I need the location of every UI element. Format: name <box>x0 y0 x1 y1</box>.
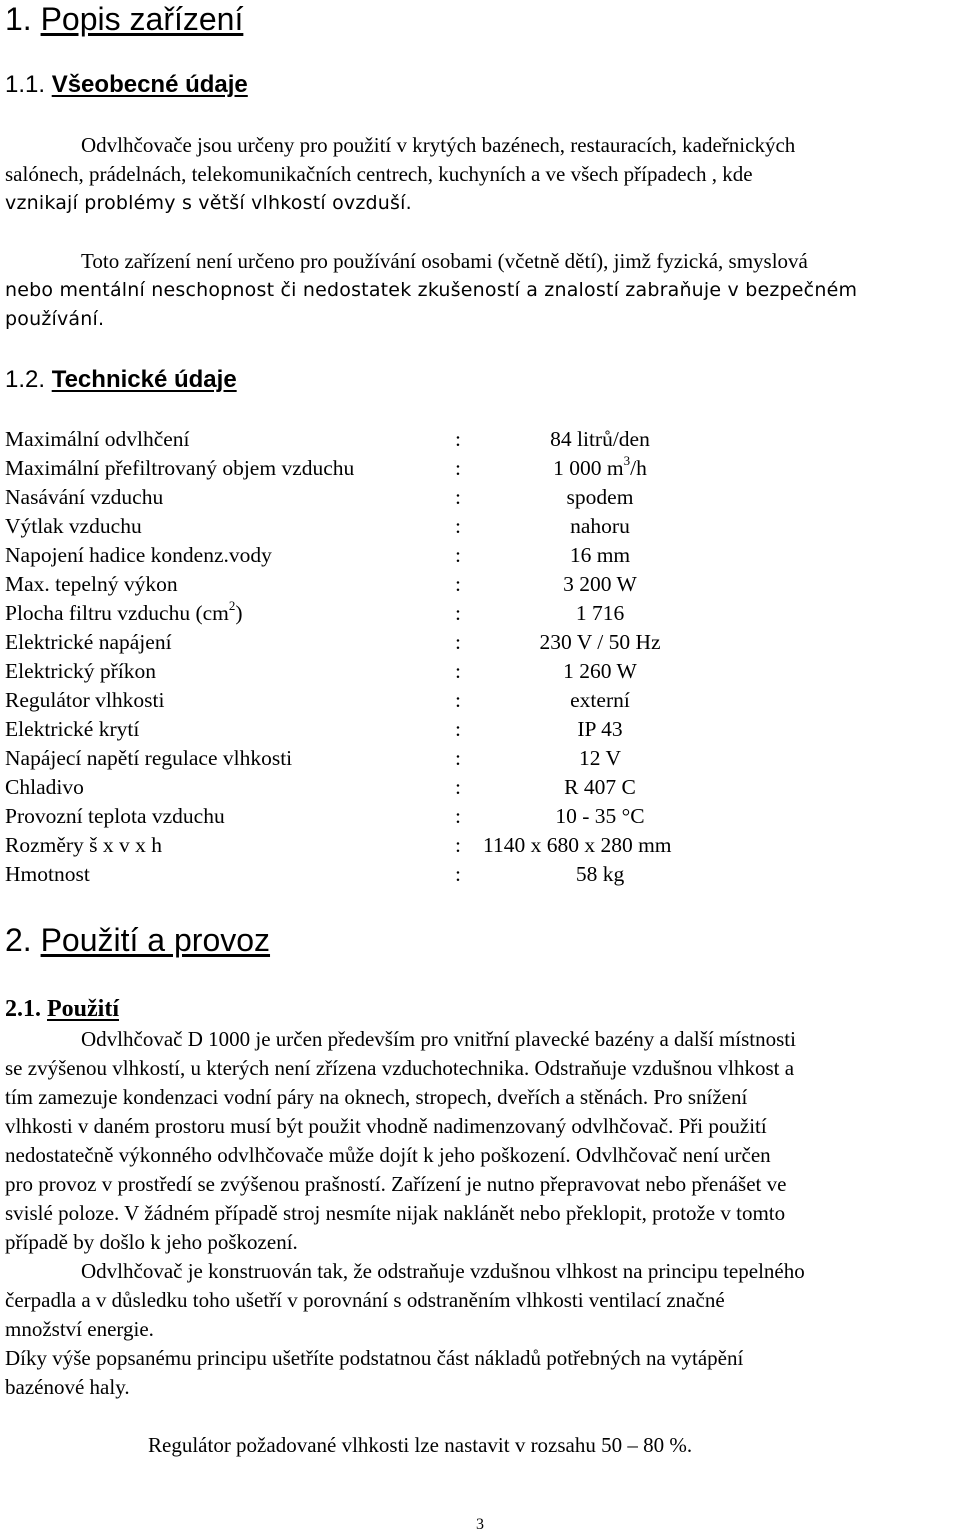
spec-label: Napojení hadice kondenz.vody <box>5 543 272 567</box>
spec-value: 58 kg <box>575 862 625 886</box>
spec-label-main: Plocha filtru vzduchu (cm <box>5 601 229 625</box>
spec-colon: : <box>455 543 461 567</box>
section-2-1-number: 2.1. <box>5 996 41 1022</box>
spec-row <box>5 454 765 483</box>
spec-label: Elektrický příkon <box>5 659 157 683</box>
spec-colon: : <box>455 833 461 857</box>
section-1-2-number: 1.2. <box>5 366 46 393</box>
spec-value: IP 43 <box>577 717 623 741</box>
general-paragraph-1-line: vznikají problémy s větší vlhkostí ovzduší. <box>5 192 412 214</box>
spec-row <box>5 831 765 860</box>
spec-row <box>5 744 765 773</box>
spec-value: 1 260 W <box>563 659 637 683</box>
spec-label-superscript: 2 <box>228 597 236 613</box>
spec-label: Max. tepelný výkon <box>5 572 178 596</box>
general-paragraph-2-line: používání. <box>5 308 105 330</box>
spec-colon: : <box>455 630 461 654</box>
spec-value: 1140 x 680 x 280 mm <box>483 833 672 857</box>
spec-row <box>5 570 765 599</box>
spec-label: Elektrické napájení <box>5 630 172 654</box>
spec-row <box>5 541 765 570</box>
section-2-title: Použití a provoz <box>40 922 271 958</box>
spec-colon: : <box>455 572 461 596</box>
usage-paragraph-2-line: Odvlhčovač je konstruován tak, že odstraňuje vzdušnou vlhkost na principu tepelného <box>81 1259 805 1283</box>
spec-colon: : <box>455 485 461 509</box>
spec-colon: : <box>455 456 461 480</box>
section-2-number: 2. <box>5 922 32 958</box>
section-1-heading <box>5 1 243 37</box>
spec-value: 10 - 35 °C <box>555 804 645 828</box>
spec-value-main: 1 000 m <box>553 456 624 480</box>
usage-paragraph-1-line: nedostatečně výkonného odvlhčovače může dojít k jeho poškození. Odvlhčovač není určen <box>5 1143 771 1167</box>
section-1-2-title: Technické údaje <box>51 366 237 393</box>
section-2-1-heading <box>5 995 119 1023</box>
spec-value: 1 716 <box>575 601 625 625</box>
spec-colon: : <box>455 514 461 538</box>
spec-value: 3 200 W <box>563 572 637 596</box>
usage-paragraph-1-line: případě by došlo k jeho poškození. <box>5 1230 298 1254</box>
spec-row <box>5 599 765 628</box>
usage-paragraph-1-line: tím zamezuje kondenzaci vodní páry na oknech, stropech, dveřích a stěnách. Pro snížení <box>5 1085 748 1109</box>
spec-row <box>5 512 765 541</box>
spec-row <box>5 483 765 512</box>
spec-row <box>5 860 765 889</box>
spec-label: Maximální přefiltrovaný objem vzduchu <box>5 456 355 480</box>
spec-colon: : <box>455 862 461 886</box>
usage-paragraph-1-line: se zvýšenou vlhkostí, u kterých není zřízena vzduchotechnika. Odstraňuje vzdušnou vlhkost a <box>5 1056 795 1080</box>
general-paragraph-2-line: nebo mentální neschopnost či nedostatek zkušeností a znalostí zabraňuje v bezpečném <box>5 279 858 301</box>
spec-colon: : <box>455 746 461 770</box>
spec-row <box>5 425 765 454</box>
spec-row <box>5 773 765 802</box>
spec-label: Rozměry š x v x h <box>5 833 163 857</box>
usage-paragraph-2-line: množství energie. <box>5 1317 154 1341</box>
spec-colon: : <box>455 717 461 741</box>
section-1-2-heading <box>5 366 237 394</box>
spec-value-suffix: /h <box>630 456 647 480</box>
spec-label: Nasávání vzduchu <box>5 485 164 509</box>
spec-label: Regulátor vlhkosti <box>5 688 165 712</box>
general-paragraph-2-line: Toto zařízení není určeno pro používání osobami (včetně dětí), jimž fyzická, smyslová <box>81 249 808 273</box>
spec-value: nahoru <box>570 514 630 538</box>
section-1-1-number: 1.1. <box>5 71 46 98</box>
usage-paragraph-3-line: Díky výše popsanému principu ušetříte podstatnou část nákladů potřebných na vytápění <box>5 1346 744 1370</box>
spec-label: Chladivo <box>5 775 84 799</box>
spec-value: R 407 C <box>564 775 636 799</box>
spec-row <box>5 686 765 715</box>
spec-value: spodem <box>566 485 634 509</box>
usage-paragraph-3 <box>5 1344 956 1402</box>
spec-table <box>5 425 765 889</box>
section-2-1-title: Použití <box>47 996 119 1022</box>
spec-value: 12 V <box>578 746 621 770</box>
spec-colon: : <box>455 659 461 683</box>
spec-colon: : <box>455 775 461 799</box>
spec-row <box>5 657 765 686</box>
spec-label: Maximální odvlhčení <box>5 427 190 451</box>
spec-value-superscript: 3 <box>623 452 631 468</box>
spec-label: Výtlak vzduchu <box>5 514 142 538</box>
spec-label: Provozní teplota vzduchu <box>5 804 225 828</box>
spec-value: 230 V / 50 Hz <box>539 630 661 654</box>
usage-paragraph-1-line: pro provoz v prostředí se zvýšenou prašností. Zařízení je nutno přepravovat nebo přenášet ve <box>5 1172 787 1196</box>
usage-paragraph-1-line: vlhkosti v daném prostoru musí být použit vhodně nadimenzovaný odvlhčovač. Při použití <box>5 1114 767 1138</box>
section-1-1-title: Všeobecné údaje <box>51 71 248 98</box>
spec-colon: : <box>455 601 461 625</box>
spec-value: 16 mm <box>569 543 631 567</box>
spec-value <box>475 454 725 483</box>
general-paragraph-1-line: salónech, prádelnách, telekomunikačních centrech, kuchyních a ve všech případech , kde <box>5 162 753 186</box>
usage-paragraph-3-line: bazénové haly. <box>5 1375 130 1399</box>
general-paragraph-1-line: Odvlhčovače jsou určeny pro použití v krytých bazénech, restauracích, kadeřnických <box>81 133 796 157</box>
spec-colon: : <box>455 427 461 451</box>
spec-label: Napájecí napětí regulace vlhkosti <box>5 746 293 770</box>
section-1-number: 1. <box>5 1 32 37</box>
spec-label <box>5 599 243 628</box>
spec-row <box>5 715 765 744</box>
spec-label-suffix: ) <box>235 601 243 625</box>
spec-colon: : <box>455 688 461 712</box>
usage-paragraph-2 <box>5 1257 956 1344</box>
general-paragraph-2 <box>5 247 956 334</box>
usage-paragraph-1-line: svislé poloze. V žádném případě stroj nesmíte nijak naklánět nebo překlopit, protože v tomto <box>5 1201 786 1225</box>
usage-paragraph-1 <box>5 1025 956 1257</box>
spec-label: Hmotnost <box>5 862 90 886</box>
spec-row <box>5 628 765 657</box>
spec-value: 84 litrů/den <box>550 427 650 451</box>
section-1-title: Popis zařízení <box>40 1 244 37</box>
general-paragraph-1 <box>5 131 956 218</box>
section-1-1-heading <box>5 71 248 99</box>
section-2-heading <box>5 922 270 958</box>
humidity-note: Regulátor požadované vlhkosti lze nastavit v rozsahu 50 – 80 %. <box>148 1433 693 1457</box>
spec-colon: : <box>455 804 461 828</box>
usage-paragraph-2-line: čerpadla a v důsledku toho ušetří v porovnání s odstraněním vlhkosti ventilací značné <box>5 1288 725 1312</box>
usage-paragraph-1-line: Odvlhčovač D 1000 je určen především pro vnitřní plavecké bazény a další místnosti <box>81 1027 796 1051</box>
spec-row <box>5 802 765 831</box>
spec-label: Elektrické krytí <box>5 717 140 741</box>
spec-value: externí <box>570 688 630 712</box>
page-number: 3 <box>476 1516 484 1533</box>
